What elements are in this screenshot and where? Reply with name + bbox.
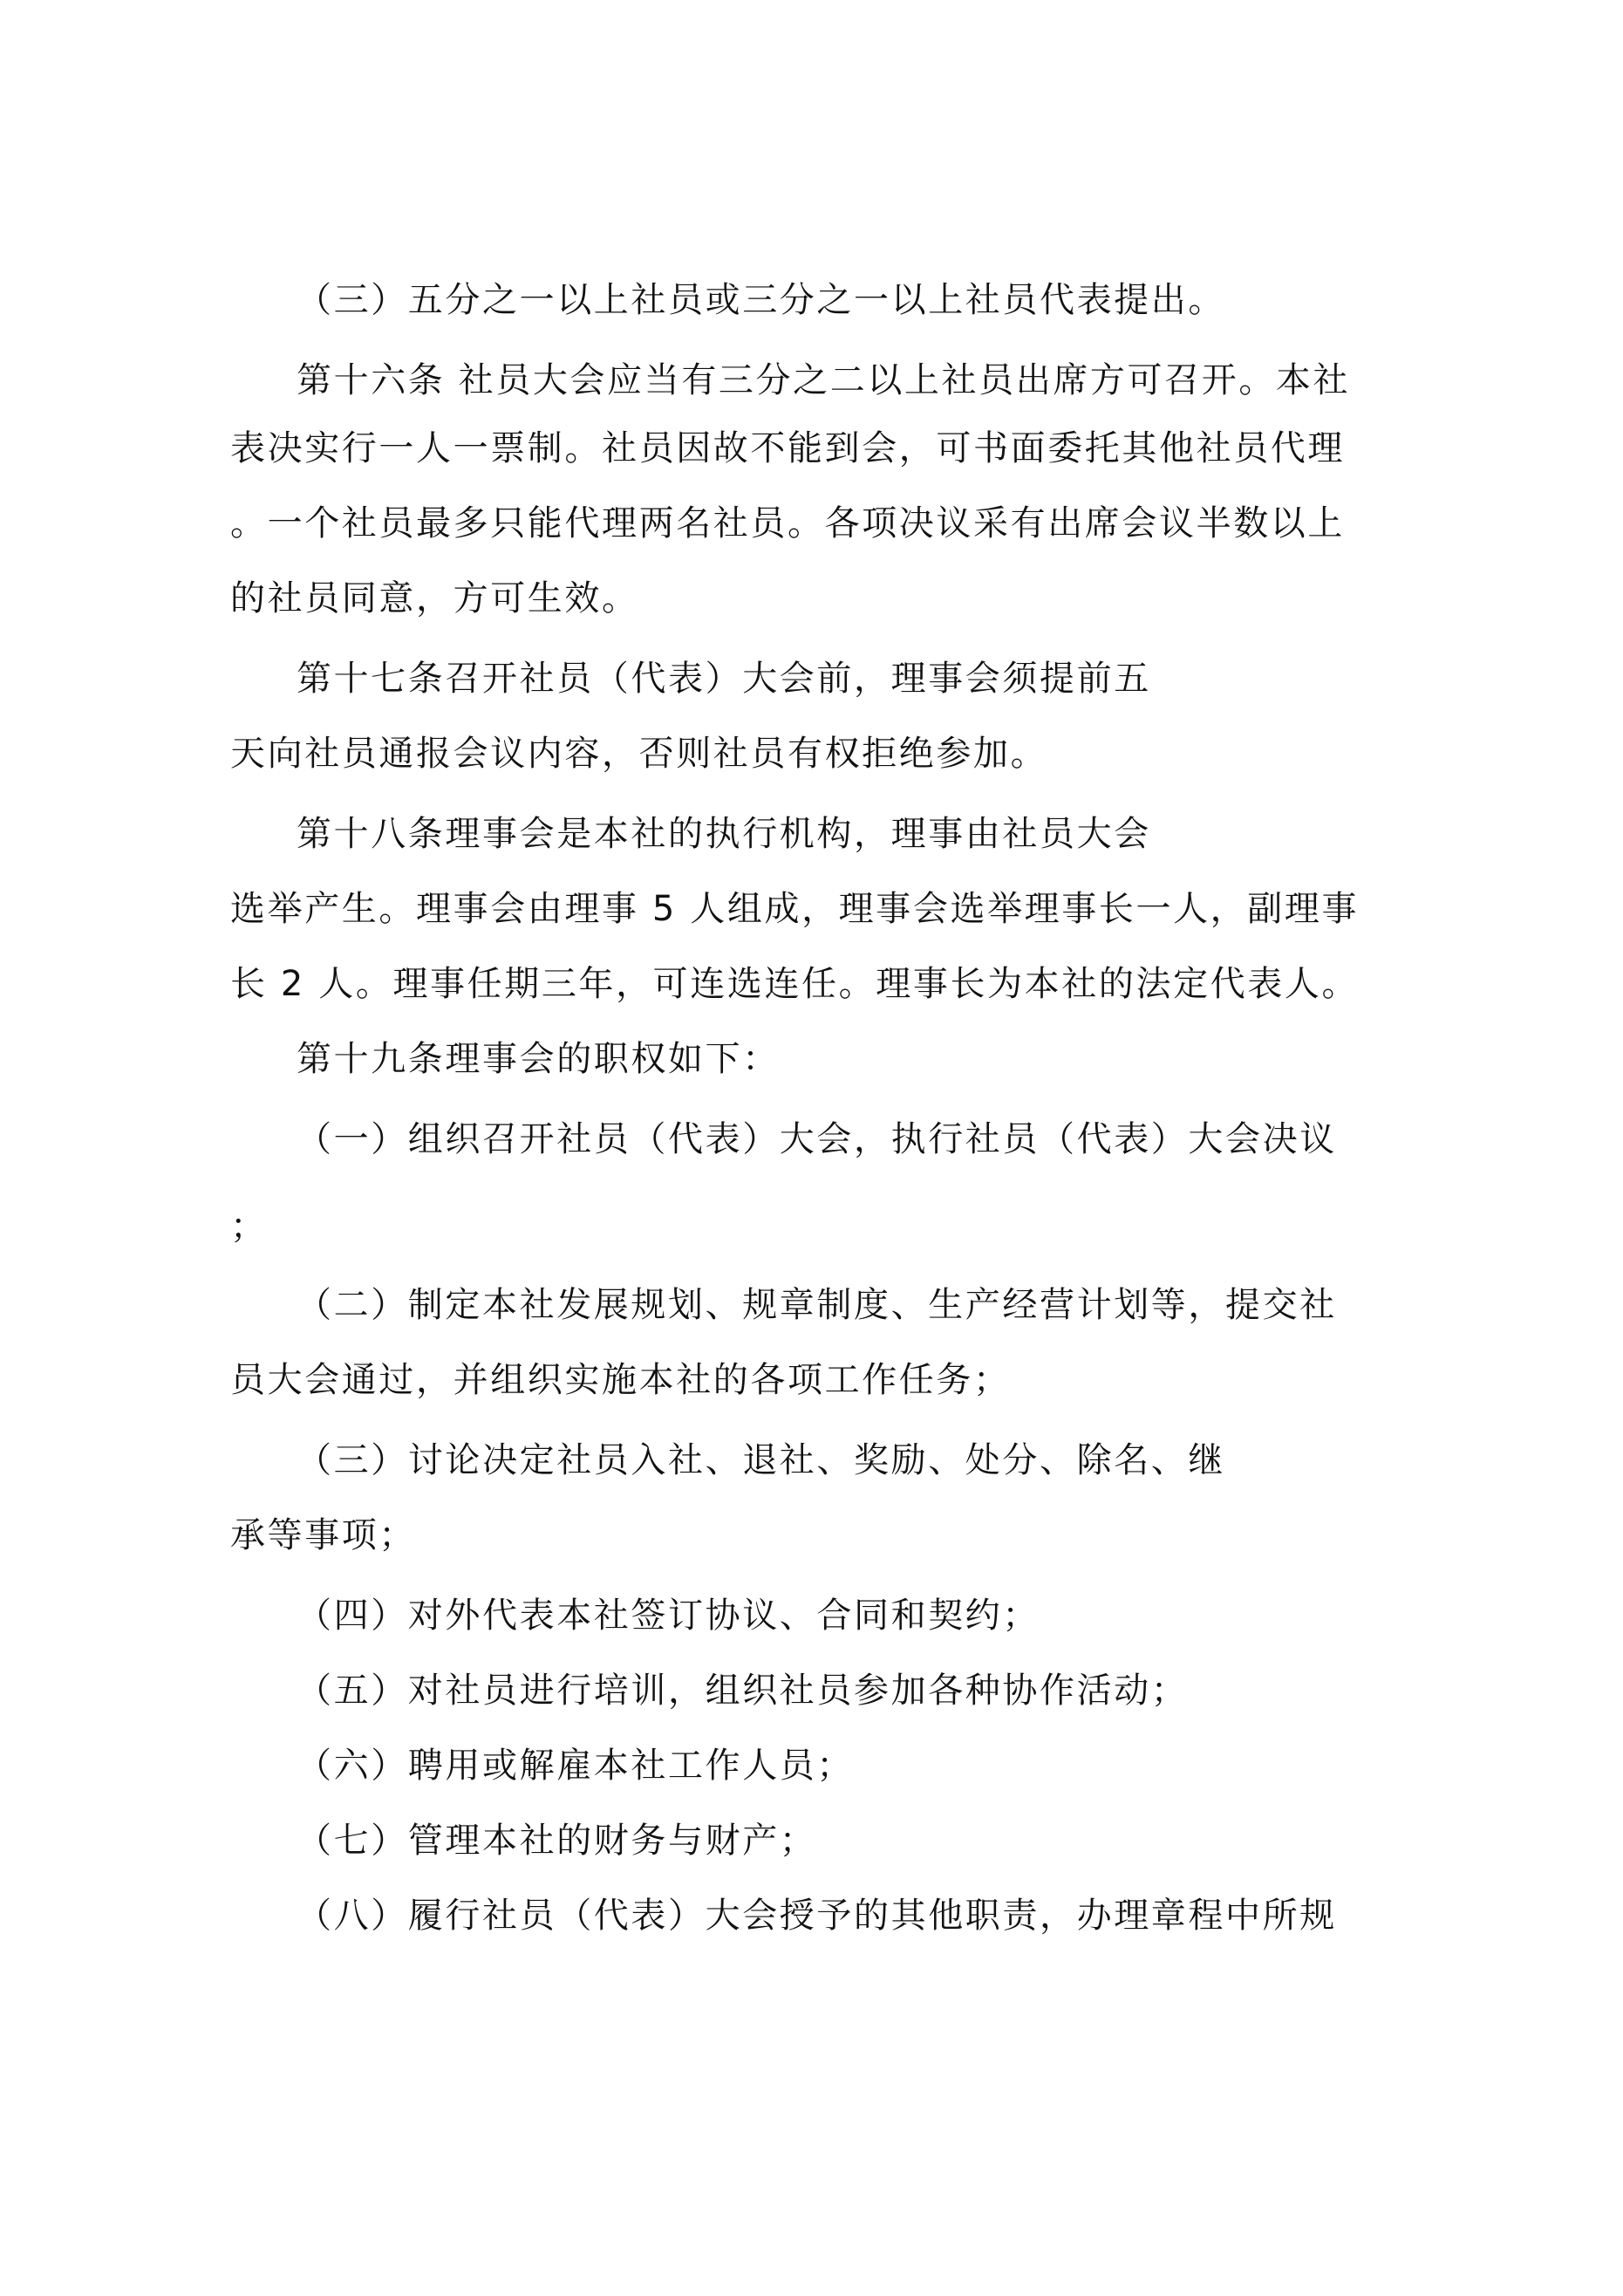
paragraph-line: 。一个社员最多只能代理两名社员。各项决议采有出席会议半数以上 (230, 503, 1345, 543)
article-17-heading-line: 第十七条召开社员（代表）大会前，理事会须提前五 (297, 659, 1151, 699)
article-18-heading-line: 第十八条理事会是本社的执行机构，理事由社员大会 (297, 814, 1151, 854)
list-item-line: （七）管理本社的财务与财产； (297, 1821, 817, 1861)
list-item-line: （四）对外代表本社签订协议、合同和契约； (297, 1596, 1040, 1636)
paragraph-line: 天向社员通报会议内容，否则社员有权拒绝参加。 (230, 734, 1048, 774)
list-item-line: （八）履行社员（代表）大会授予的其他职责，办理章程中所规 (297, 1896, 1337, 1936)
list-item-line: （二）制定本社发展规划、规章制度、生产经营计划等，提交社 (297, 1285, 1337, 1325)
article-19-heading-line: 第十九条理事会的职权如下： (297, 1039, 780, 1079)
article-16-heading-line: 第十六条 社员大会应当有三分之二以上社员出席方可召开。本社 (297, 360, 1351, 400)
paragraph-line: 表决实行一人一票制。社员因故不能到会，可书面委托其他社员代理 (230, 428, 1345, 468)
paragraph-line: 的社员同意，方可生效。 (230, 578, 639, 618)
list-item-line: （三）讨论决定社员入社、退社、奖励、处分、除名、继 (297, 1440, 1225, 1480)
paragraph-line: 员大会通过，并组织实施本社的各项工作任务； (230, 1360, 1011, 1400)
paragraph-line: （三）五分之一以上社员或三分之一以上社员代表提出。 (297, 280, 1225, 320)
list-item-line: （五）对社员进行培训，组织社员参加各种协作活动； (297, 1671, 1189, 1711)
paragraph-line: ； (230, 1206, 268, 1247)
paragraph-line: 承等事项； (230, 1515, 416, 1555)
paragraph-line: 选举产生。理事会由理事 5 人组成，理事会选举理事长一人，副理事 (230, 889, 1360, 929)
list-item-line: （六）聘用或解雇本社工作人员； (297, 1746, 854, 1786)
paragraph-line: 长 2 人。理事任期三年，可连选连任。理事长为本社的法定代表人。 (230, 964, 1360, 1004)
list-item-line: （一）组织召开社员（代表）大会，执行社员（代表）大会决议 (297, 1119, 1337, 1159)
